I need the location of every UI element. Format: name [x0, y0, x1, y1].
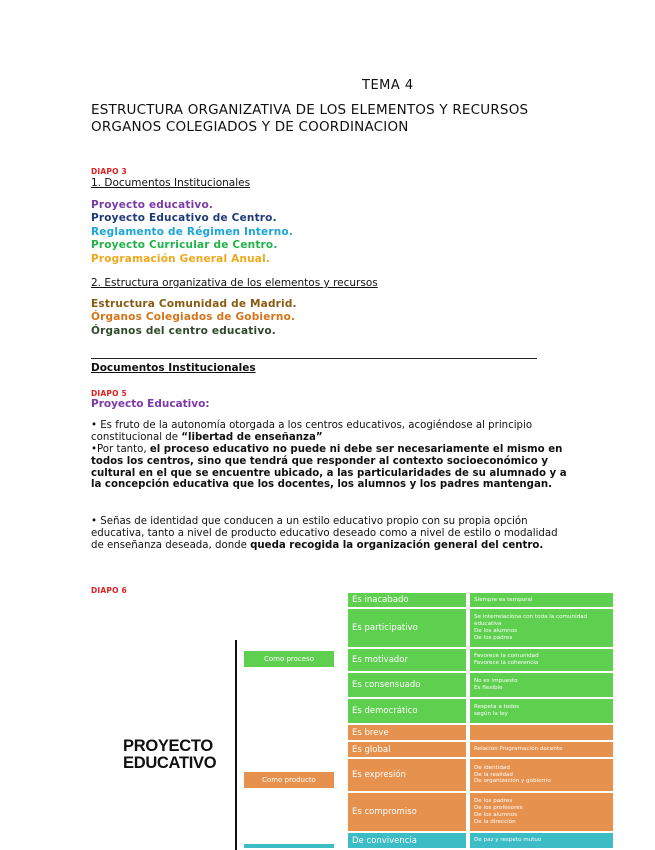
- diapo-3-label: DIAPO 3: [91, 167, 127, 176]
- diagram-item-label: Es inacabado: [348, 593, 466, 607]
- paragraph-2: [91, 444, 571, 491]
- tema-heading: TEMA 4: [362, 78, 414, 93]
- diagram-item-description: [470, 673, 613, 697]
- diagram-description-line: De los padres: [474, 634, 513, 641]
- diapo-5-label: DIAPO 5: [91, 389, 127, 398]
- estructura-item-organos-centro: Órganos del centro educativo.: [91, 324, 276, 337]
- diagram-item-label: Es compromiso: [348, 793, 466, 831]
- diagram-description-line: Siempre es temporal: [474, 596, 533, 603]
- diagram-item-label: Es participativo: [348, 609, 466, 647]
- estructura-item-comunidad: Estructura Comunidad de Madrid.: [91, 298, 297, 310]
- p2-text: •Por tanto,: [91, 444, 150, 455]
- diapo-6-label: DIAPO 6: [91, 586, 127, 595]
- diagram-description-line: educativa: [474, 621, 502, 628]
- diagram-description-line: De organización y gobierno: [474, 778, 551, 785]
- p3-bold: queda recogida la organización general del centro.: [250, 539, 544, 551]
- documents-list: [91, 199, 293, 266]
- doc-item-reglamento: Reglamento de Régimen Interno.: [91, 225, 294, 238]
- diagram-description-line: No es impuesto: [474, 678, 518, 685]
- diagram-item-label: Es consensuado: [348, 673, 466, 697]
- diagram-description-line: De los alumnos: [474, 812, 518, 818]
- section-2-text: 2. Estructura organizativa de los elementos y recursos: [91, 277, 378, 289]
- category-proceso: Como proceso: [244, 651, 334, 667]
- divider: [91, 358, 537, 359]
- doc-item-proyecto-curricular: Proyecto Curricular de Centro.: [91, 239, 278, 252]
- diagram-item-label: Es motivador: [348, 649, 466, 671]
- diagram-item-description: [470, 725, 613, 740]
- document-title: ESTRUCTURA ORGANIZATIVA DE LOS ELEMENTOS Y RECURSOS ORGANOS COLEGIADOS Y DE COORDINACION: [91, 102, 529, 135]
- diagram-description-line: Respeta a todos: [474, 704, 520, 711]
- diagram-item-description: [470, 699, 613, 723]
- proyecto-educativo-heading: Proyecto Educativo:: [91, 398, 210, 410]
- diagram-description-line: De los alumnos: [474, 628, 518, 634]
- p2-bold: el proceso educativo no puede ni debe ser necesariamente el mismo en todos los centros, sino que tendrá que responder al contexto socioeconómico y cultural en el que se encuentre ubicado, a las particularidades de su alumnado y a la concepción educativa que los docentes, los alumnos y los padres mantengan.: [91, 444, 567, 491]
- diagram-item-description: [470, 759, 613, 791]
- diagram-item-description: [470, 649, 613, 671]
- diagram-item-label: Es democrático: [348, 699, 466, 723]
- p3-text: • Señas de identidad que conducen a un estilo educativo propio con su propia opción educativa, tanto a nivel de producto educativo deseado como a nivel de estilo o modalidad de enseñanza deseada, donde: [91, 516, 558, 551]
- diagram-item-description: [470, 593, 613, 607]
- section-2-heading: [91, 277, 378, 289]
- diagram-item-label: De convivencia: [348, 833, 466, 848]
- estructura-item-organos-colegiados: Órganos Colegiados de Gobierno.: [91, 311, 296, 324]
- diagram-description-line: Es flexible: [474, 685, 503, 691]
- diagram-item-label: Es global: [348, 742, 466, 757]
- paragraph-3: [91, 516, 571, 551]
- doc-item-programacion: Programación General Anual.: [91, 252, 271, 265]
- documentos-heading: Documentos Institucionales: [91, 362, 256, 374]
- diagram-description-line: Se interrelaciona con toda la comunidad: [474, 614, 588, 621]
- diagram-description-line: De los profesores: [474, 805, 523, 812]
- diagram-item-description: [470, 833, 613, 848]
- doc-item-proyecto-educativo-centro: Proyecto Educativo de Centro.: [91, 212, 277, 225]
- diagram-description-line: según la ley: [474, 711, 508, 717]
- diagram-description-line: Relación Programación docente: [474, 746, 563, 753]
- category-producto: Como producto: [244, 772, 334, 788]
- diagram-item-description: [470, 793, 613, 831]
- diagram-vertical-line: [235, 640, 237, 850]
- diagram-item-label: Es breve: [348, 725, 466, 740]
- section-1-heading: [91, 177, 250, 189]
- p1-bold: “libertad de enseñanza”: [181, 431, 323, 443]
- section-1-text: 1. Documentos Institucionales: [91, 177, 251, 189]
- diagram-description-line: Favorece la coherencia: [474, 660, 539, 666]
- diagram-item-description: [470, 609, 613, 647]
- diagram-title-line1: PROYECTO: [123, 737, 213, 755]
- p1-text: • Es fruto de la autonomía otorgada a los centros educativos, acogiéndose al principio constitucional de: [91, 420, 533, 443]
- diagram-description-line: De identidad: [474, 764, 510, 771]
- diagram-item-description: [470, 742, 613, 757]
- category-third: [244, 844, 334, 848]
- diagram-description-line: Favorece la comunidad: [474, 653, 539, 660]
- paragraph-1: [91, 420, 571, 444]
- diagram-description-line: De la realidad: [474, 771, 513, 778]
- diagram-title: [123, 738, 216, 772]
- estructura-list: [91, 298, 297, 338]
- diagram-description-line: De la dirección: [474, 818, 516, 825]
- diagram-item-label: Es expresión: [348, 759, 466, 791]
- diagram-description-line: De paz y respeto mutuo: [474, 837, 542, 844]
- doc-item-proyecto-educativo: Proyecto educativo.: [91, 199, 214, 211]
- diagram-title-line2: EDUCATIVO: [123, 754, 217, 772]
- diagram-description-line: De los padres: [474, 798, 513, 805]
